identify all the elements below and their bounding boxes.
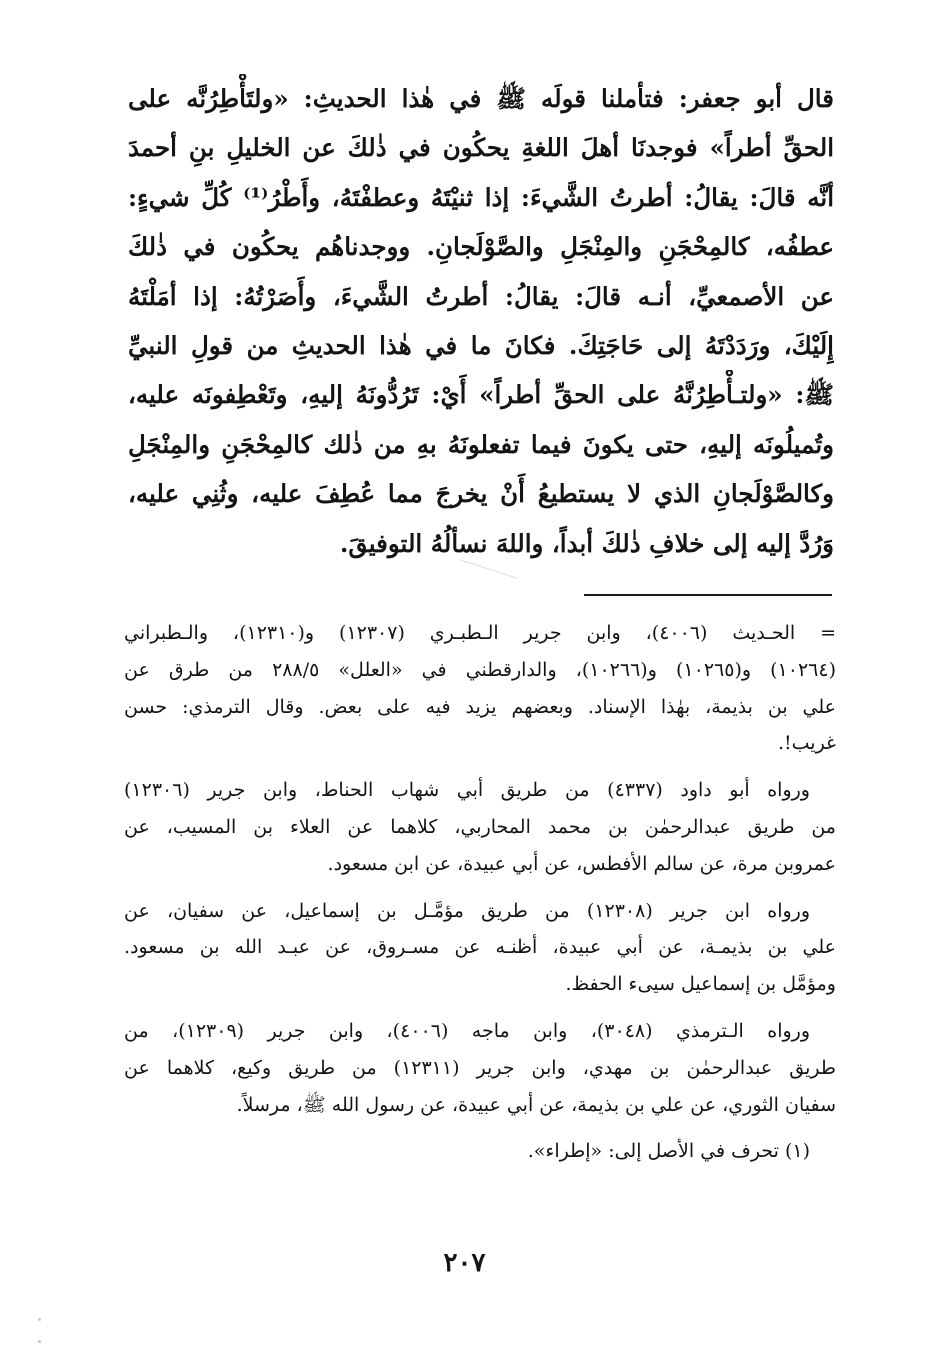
scan-speck (38, 1318, 41, 1321)
footnote-line: ورواه ابن جرير (١٢٣٠٨) من طريق مؤمَّـل بن إسماعيل، عن سفيان، عن (124, 899, 810, 922)
page-number: ٢٠٧ (443, 1248, 486, 1278)
main-text-line: وكالصَّوْلَجانِ الذي لا يستطيعُ أَنْ يخرجَ مما عُطِفَ عليه، وثُنِي عليه، (128, 479, 834, 509)
main-text-block (128, 74, 834, 568)
main-text-line: وتُميلُونَه إليهِ، حتى يكونَ فيما تفعلونَهُ بهِ من ذٰلك كالمِحْجَنِ والمِنْجَلِ (128, 429, 834, 459)
footnote-line: من طريق عبدالرحمٰن بن محمد المحاربي، كلاهما عن العلاء بن المسيب، عن (124, 815, 836, 838)
footnote-paragraph (124, 615, 836, 762)
footnote-line: ورواه أبو داود (٤٣٣٧) من طريق أبي شهاب الحناط، وابن جرير (١٢٣٠٦) (124, 779, 810, 802)
footnote-paragraph (124, 893, 836, 1003)
footnotes-block (124, 615, 836, 1180)
footnote-line: علي بن بذيمـة، عن أبي عبيدة، أظنـه عن مسـروق، عن عبـد الله بن مسعود. (124, 936, 836, 959)
main-text-line: إِلَيْكَ، ورَدَدْتَهُ إلى حَاجَتِكَ. فكانَ ما في هٰذا الحديثِ من قولِ النبيِّ (128, 330, 834, 360)
scan-speck (38, 1340, 41, 1343)
main-text-line: عن الأصمعيِّ، أنـه قالَ: يقالُ: أطرتُ الشَّيءَ، وأَصَرْتُهُ: إذا أمَلْتَهُ (128, 281, 834, 311)
footnote-line: سفيان الثوري، عن علي بن بذيمة، عن أبي عبيدة، عن رسول الله ﷺ، مرسلاً. (236, 1093, 836, 1116)
main-text-line: وَرُدَّ إليه إلى خلافِ ذٰلكَ أبداً، واللهَ نسألُهُ التوفيقَ. (339, 528, 834, 558)
main-text-line: ﷺ: «ولتـأْطِرُنَّهُ على الحقِّ أطراً» أَيْ: تَرُدُّونَهُ إليهِ، وتَعْطِفونَه عليه، (128, 380, 834, 410)
footnote-paragraph (124, 772, 836, 882)
footnote-line: (١٠٢٦٤) و(١٠٢٦٥) و(١٠٢٦٦)، والدارقطني في «العلل» ٢٨٨/٥ من طرق عن (124, 658, 836, 681)
footnote-line: ورواه الـترمذي (٣٠٤٨)، وابن ماجه (٤٠٠٦)، وابن جرير (١٢٣٠٩)، من (124, 1019, 811, 1042)
footnote-line: (١) تحرف في الأصل إلى: «إطراء». (527, 1140, 810, 1163)
main-text-line: الحقِّ أطراً» فوجدنَا أهلَ اللغةِ يحكُون في ذٰلكَ عن الخليلِ بنِ أحمدَ (128, 133, 834, 163)
footnote-paragraph (124, 1133, 836, 1170)
footnote-line: = الحـديث (٤٠٠٦)، وابن جرير الـطبـري (١٢٣٠٧) و(١٢٣١٠)، والـطبراني (124, 622, 836, 644)
footnote-line: عمروبن مرة، عن سالم الأفطس، عن أبي عبيدة، عن ابن مسعود. (327, 852, 836, 875)
footnote-line: ومؤمَّل بن إسماعيل سيىء الحفظ. (565, 973, 836, 996)
footnote-paragraph (124, 1013, 836, 1123)
main-text-line: أنَّه قالَ: يقالُ: أطرتُ الشَّيءَ: إذا ثنيْتَهُ وعطفْتَهُ، وأَطْرُ⁽¹⁾ كُلِّ شيءٍ: (128, 182, 834, 212)
main-text-line: عطفُه، كالمِحْجَنِ والمِنْجَلِ والصَّوْلَجانِ. ووجدناهُم يحكُون في ذٰلكَ (128, 232, 834, 262)
footnote-line: طريق عبدالرحمٰن بن مهدي، وابن جرير (١٢٣١١) من طريق وكيع، كلاهما عن (124, 1056, 836, 1079)
main-text-line: قال أبو جعفر: فتأملنا قولَه ﷺ في هٰذا الحديثِ: «ولتَأْطِرُنَّه على (128, 84, 834, 113)
footnote-separator (584, 594, 832, 596)
footnote-line: غريب!. (777, 732, 836, 755)
footnote-line: علي بن بذيمة، بهٰذا الإسناد. وبعضهم يزيد فيه على بعض. وقال الترمذي: حسن (124, 695, 836, 718)
